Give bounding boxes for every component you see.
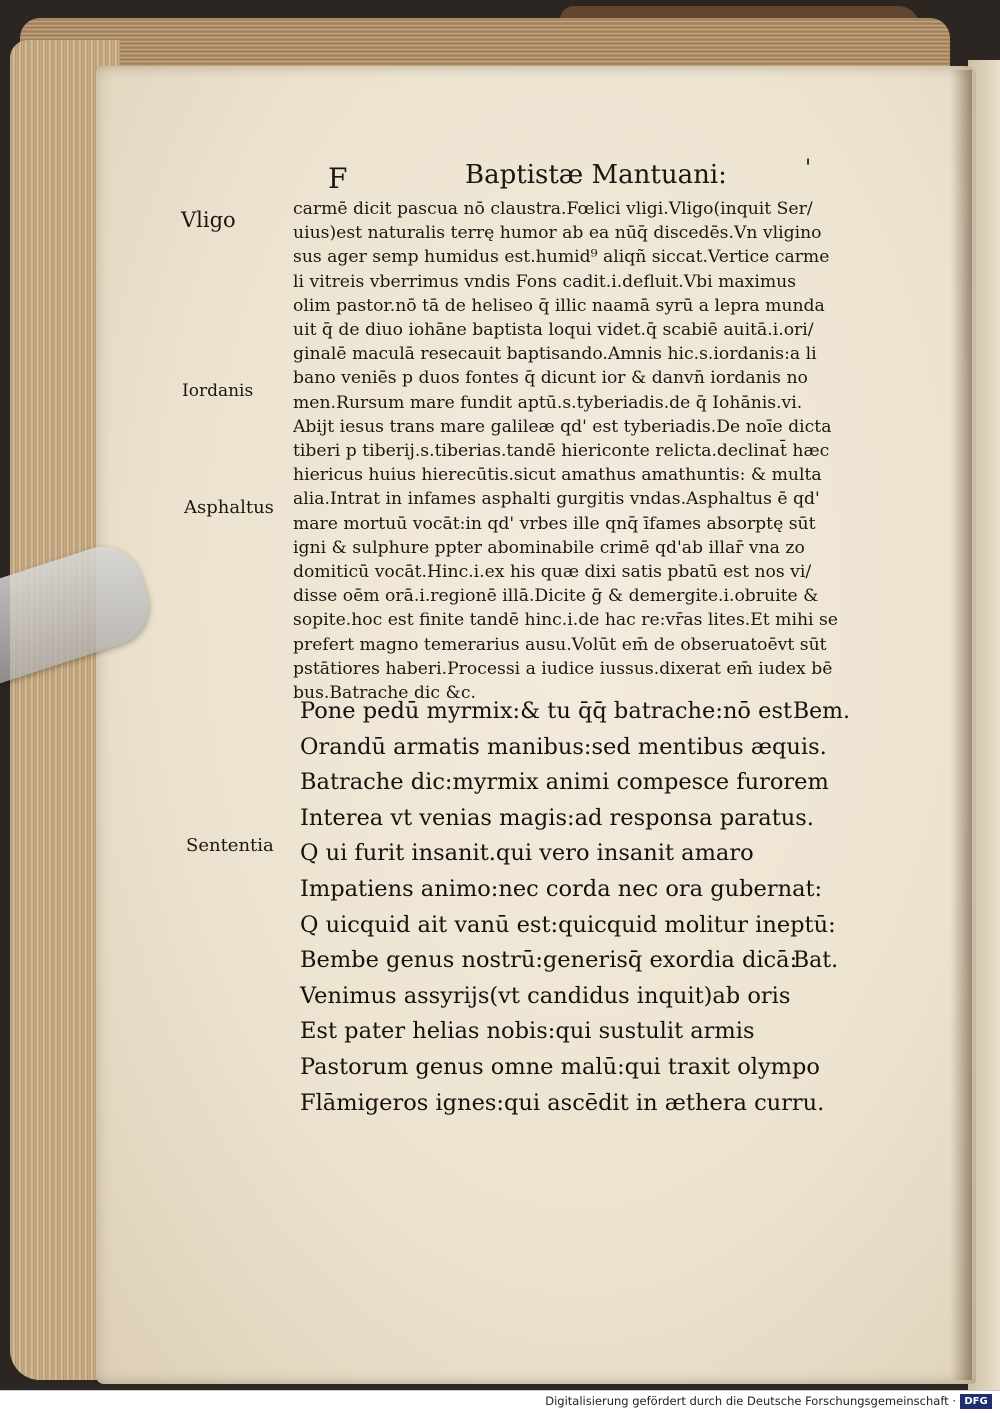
- signature-letter: F: [328, 162, 348, 195]
- verse-block: [300, 694, 900, 1121]
- header-mark: ': [805, 156, 812, 181]
- verse-line: [300, 836, 900, 872]
- commentary-line: Abijt iesus trans mare galileæ qd' est tyberiadis.De noīe dicta: [293, 416, 832, 437]
- commentary-line: tiberi p tiberij.s.tiberias.tandē hiericonte relicta.declinat̄ hæc: [293, 441, 830, 462]
- commentary-line: uit q̄ de diuo iohāne baptista loqui videt.q̄ scabiē auitā.i.ori/: [293, 320, 814, 341]
- verse-text: Bembe genus nostrū:generisq̄ exordia dicā:: [300, 947, 798, 974]
- verse-text: Orandū armatis manibus:sed mentibus æquis.: [300, 733, 827, 760]
- commentary-line: domiticū vocāt.Hinc.i.ex his quæ dixi satis pbatū est nos vi/: [293, 562, 812, 583]
- commentary-line: disse oēm orā.i.regionē illā.Dicite ḡ & demergite.i.obruite &: [293, 586, 819, 607]
- verse-text: Q ui furit insanit.qui vero insanit amaro: [300, 840, 754, 867]
- verse-text: Pone pedū myrmix:& tu q̄q̄ batrache:nō est: [300, 698, 793, 724]
- commentary-line: olim pastor.nō tā de heliseo q̄ illic naamā syrū a lepra munda: [293, 295, 825, 316]
- commentary-line: uius)est naturalis terrę humor ab ea nūq̄ discedēs.Vn vligino: [293, 223, 822, 244]
- commentary-line: bus.Batrache dic &c.: [293, 683, 476, 704]
- verse-line: [300, 730, 900, 766]
- verse-text: Interea vt venias magis:ad responsa paratus.: [300, 804, 814, 831]
- speaker-label: Bem.: [793, 699, 851, 724]
- commentary-line: li vitreis vberrimus vndis Fons cadit.i.defluit.Vbi maximus: [293, 271, 797, 292]
- verse-text: Venimus assyrijs(vt candidus inquit)ab oris: [300, 982, 791, 1009]
- footer-bar: [0, 1390, 1000, 1413]
- commentary-line: igni & sulphure ppter abominabile crimē qd'ab illar̄ vna zo: [293, 537, 805, 558]
- commentary-line: hiericus huius hierecūtis.sicut amathus amathuntis: & multa: [293, 465, 822, 486]
- commentary-line: prefert magno temerarius ausu.Volūt em̄ de obseruatoēvt sūt: [293, 634, 827, 655]
- verse-line: [300, 1086, 900, 1122]
- verse-text: Flāmigeros ignes:qui ascēdit in æthera curru.: [300, 1089, 825, 1116]
- margin-note-sententia: Sententia: [186, 835, 274, 856]
- commentary-line: alia.Intrat in infames asphalti gurgitis vndas.Asphaltus ē qd': [293, 489, 820, 510]
- commentary-line: bano veniēs p duos fontes q̄ dicunt ior & danvn̄ iordanis no: [293, 368, 808, 389]
- margin-note-asphaltus: Asphaltus: [184, 497, 274, 518]
- commentary-line: sus ager semp humidus est.humid⁹ aliqñ siccat.Vertice carme: [293, 247, 830, 268]
- verse-text: Batrache dic:myrmix animi compesce furorem: [300, 769, 829, 796]
- commentary-line: sopite.hoc est finite tandē hinc.i.de hac re:vr̄as lites.Et mihi se: [293, 610, 838, 631]
- verse-line: [300, 1014, 900, 1050]
- speaker-label: Bat.: [793, 948, 839, 974]
- margin-note-iordanis: Iordanis: [182, 381, 254, 401]
- gutter-shadow: [950, 70, 972, 1380]
- verse-text: Impatiens animo:nec corda nec ora gubernat:: [300, 875, 823, 902]
- funding-credit: Digitalisierung gefördert durch die Deutsche Forschungsgemeinschaft ·: [545, 1394, 956, 1408]
- verse-line: [300, 872, 900, 908]
- verse-text: Pastorum genus omne malū:qui traxit olympo: [300, 1053, 820, 1080]
- verse-line: [300, 801, 900, 837]
- commentary-line: ginalē maculā resecauit baptisando.Amnis hic.s.iordanis:a li: [293, 344, 817, 365]
- verse-line: [300, 943, 900, 979]
- verse-line: [300, 908, 900, 944]
- running-title: Baptistæ Mantuani:: [465, 160, 727, 190]
- verse-line: [300, 694, 900, 730]
- verse-line: [300, 765, 900, 801]
- verse-text: Est pater helias nobis:qui sustulit armis: [300, 1018, 755, 1045]
- margin-note-vligo: Vligo: [181, 208, 236, 232]
- commentary-block: [293, 197, 873, 705]
- verse-line: [300, 979, 900, 1015]
- commentary-line: men.Rursum mare fundit aptū.s.tyberiadis.de q̄ Iohānis.vi.: [293, 392, 803, 413]
- commentary-line: mare mortuū vocāt:in qd' vrbes ille qnq̄ īfames absorptę sūt: [293, 513, 816, 534]
- verse-text: Q uicquid ait vanū est:quicquid molitur ineptū:: [300, 911, 836, 938]
- verse-line: [300, 1050, 900, 1086]
- dfg-logo: DFG: [960, 1394, 992, 1409]
- commentary-line: carmē dicit pascua nō claustra.Fœlici vligi.Vligo(inquit Ser/: [293, 199, 813, 219]
- commentary-line: pstātiores haberi.Processi a iudice iussus.dixerat em̄ iudex bē: [293, 658, 833, 679]
